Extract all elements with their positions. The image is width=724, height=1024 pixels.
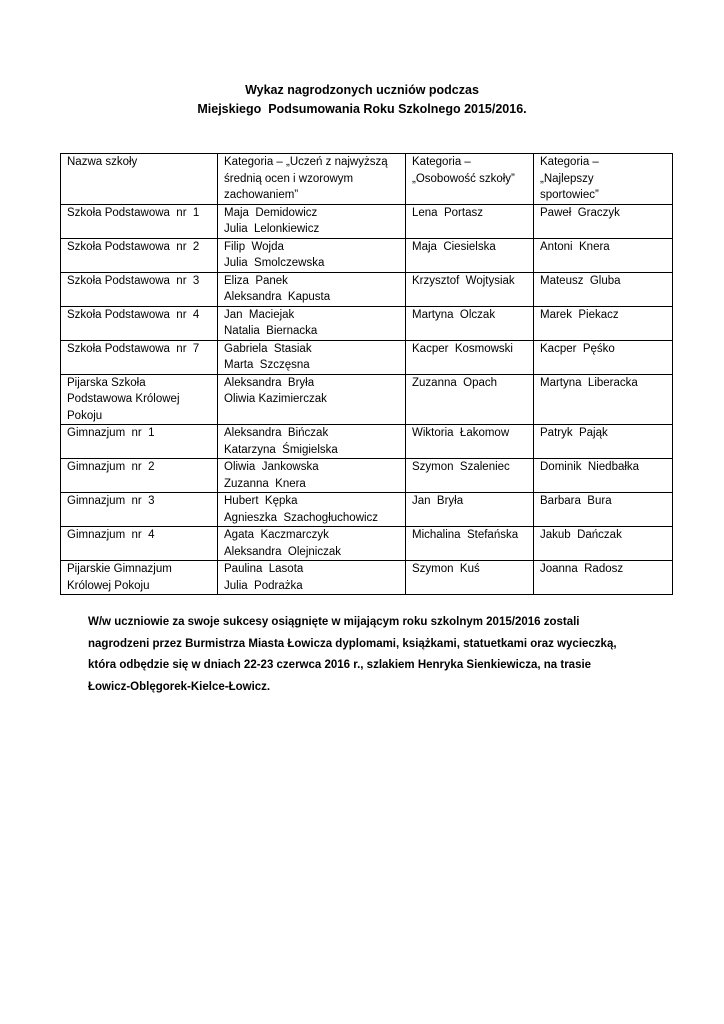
cell-text: Szkoła Podstawowa nr 3 (67, 274, 200, 287)
cell-text: Szymon Szaleniec (412, 461, 510, 473)
summary-paragraph (88, 612, 688, 698)
cell-text: Krzysztof Wojtysiak (412, 274, 515, 287)
cell-top-student (218, 272, 406, 306)
cell-text: Aleksandra Bińczak (224, 427, 329, 439)
cell-school (61, 425, 218, 459)
cell-text: sportowiec” (540, 189, 599, 201)
cell-school (61, 238, 218, 272)
cell-text: Martyna Liberacka (540, 376, 638, 389)
cell-text: „Najlepszy (540, 172, 594, 185)
cell-top-student (218, 306, 406, 340)
cell-text: Gimnazjum nr 1 (67, 427, 155, 439)
cell-top-student (218, 204, 406, 238)
cell-text: Julia Podrażka (224, 579, 303, 592)
cell-school (61, 459, 218, 493)
cell-sportsperson (534, 154, 673, 205)
cell-text: Oliwia Jankowska (224, 461, 319, 473)
cell-text: Jan Maciejak (224, 308, 295, 321)
cell-text: Nazwa szkoły (67, 156, 138, 168)
cell-personality (406, 459, 534, 493)
cell-personality (406, 374, 534, 425)
cell-school (61, 272, 218, 306)
cell-text: Kacper Pęśko (540, 342, 615, 355)
cell-text: Filip Wojda (224, 240, 284, 253)
cell-top-student (218, 154, 406, 205)
cell-text: Królowej Pokoju (67, 579, 150, 592)
cell-personality (406, 340, 534, 374)
table-header-row (61, 154, 673, 205)
cell-school (61, 340, 218, 374)
cell-text: Hubert Kępka (224, 495, 298, 507)
cell-personality (406, 272, 534, 306)
summary-line-1: W/w uczniowie za swoje sukcesy osiągnięte w mijającym roku szkolnym 2015/2016 zostali (88, 616, 580, 628)
cell-school (61, 154, 218, 205)
cell-sportsperson (534, 374, 673, 425)
cell-text: Barbara Bura (540, 495, 612, 507)
cell-top-student (218, 493, 406, 527)
table-row (61, 459, 673, 493)
summary-line-3: która odbędzie się w dniach 22-23 czerwca 2016 r., szlakiem Henryka Sienkiewicza, na trasie (88, 659, 592, 671)
cell-text: Gimnazjum nr 3 (67, 495, 155, 507)
cell-personality (406, 306, 534, 340)
table-row (61, 374, 673, 425)
cell-text: Szkoła Podstawowa nr 1 (67, 206, 200, 219)
cell-text: Kategoria – „Uczeń z najwyższą (224, 156, 388, 168)
table-row (61, 527, 673, 561)
awards-table-body (61, 154, 673, 595)
cell-personality (406, 561, 534, 595)
cell-school (61, 493, 218, 527)
cell-text: Wiktoria Łakomow (412, 427, 510, 439)
cell-text: Pijarska Szkoła (67, 376, 146, 389)
cell-text: Zuzanna Opach (412, 376, 498, 389)
cell-text: Jan Bryła (412, 495, 464, 507)
cell-text: Gimnazjum nr 2 (67, 461, 155, 473)
cell-top-student (218, 527, 406, 561)
cell-sportsperson (534, 238, 673, 272)
cell-text: Pijarskie Gimnazjum (67, 563, 172, 575)
cell-text: Agnieszka Szachogłuchowicz (224, 511, 379, 524)
cell-text: Katarzyna Śmigielska (224, 443, 338, 456)
cell-text: Paulina Lasota (224, 563, 304, 575)
cell-text: Paweł Graczyk (540, 206, 620, 219)
cell-text: Mateusz Gluba (540, 274, 621, 287)
cell-top-student (218, 238, 406, 272)
cell-text: Jakub Dańczak (540, 529, 622, 541)
cell-sportsperson (534, 340, 673, 374)
table-row (61, 238, 673, 272)
cell-text: Gabriela Stasiak (224, 342, 312, 355)
cell-text: Patryk Pająk (540, 427, 608, 439)
cell-sportsperson (534, 459, 673, 493)
cell-sportsperson (534, 425, 673, 459)
table-row (61, 425, 673, 459)
cell-text: Marta Szczęsna (224, 359, 310, 371)
cell-text: Szkoła Podstawowa nr 7 (67, 342, 200, 355)
cell-text: Aleksandra Kapusta (224, 291, 331, 303)
cell-text: Kategoria – (412, 156, 471, 168)
cell-sportsperson (534, 204, 673, 238)
cell-text: zachowaniem” (224, 189, 299, 201)
cell-text: Maja Ciesielska (412, 240, 496, 253)
cell-sportsperson (534, 561, 673, 595)
cell-text: Lena Portasz (412, 206, 483, 219)
cell-text: średnią ocen i wzorowym (224, 172, 354, 185)
cell-text: Antoni Knera (540, 240, 610, 253)
cell-text: Oliwia Kazimierczak (224, 393, 327, 405)
cell-top-student (218, 459, 406, 493)
document-title (0, 81, 724, 119)
table-row (61, 204, 673, 238)
cell-text: Szymon Kuś (412, 563, 480, 575)
table-row (61, 561, 673, 595)
summary-line-2: nagrodzeni przez Burmistrza Miasta Łowicza dyplomami, książkami, statuetkami oraz wycieczką, (88, 637, 617, 650)
cell-text: Szkoła Podstawowa nr 4 (67, 308, 200, 321)
cell-text: Michalina Stefańska (412, 529, 519, 541)
cell-personality (406, 527, 534, 561)
cell-school (61, 527, 218, 561)
cell-text: Natalia Biernacka (224, 325, 318, 337)
cell-text: Joanna Radosz (540, 563, 624, 575)
cell-text: Dominik Niedbałka (540, 461, 640, 473)
cell-text: Szkoła Podstawowa nr 2 (67, 240, 200, 253)
cell-school (61, 306, 218, 340)
cell-text: Aleksandra Bryła (224, 376, 315, 389)
cell-text: Marek Piekacz (540, 308, 619, 321)
summary-line-4: Łowicz-Oblęgorek-Kielce-Łowicz. (88, 680, 271, 693)
cell-school (61, 561, 218, 595)
cell-top-student (218, 425, 406, 459)
table-row (61, 306, 673, 340)
cell-text: Pokoju (67, 409, 103, 422)
cell-sportsperson (534, 493, 673, 527)
cell-text: Julia Lelonkiewicz (224, 223, 320, 235)
cell-sportsperson (534, 272, 673, 306)
cell-text: Kacper Kosmowski (412, 342, 513, 355)
table-row (61, 272, 673, 306)
cell-text: Aleksandra Olejniczak (224, 545, 341, 558)
cell-personality (406, 204, 534, 238)
cell-text: Martyna Olczak (412, 308, 496, 321)
table-row (61, 340, 673, 374)
cell-text: Kategoria – (540, 156, 599, 168)
cell-text: Maja Demidowicz (224, 206, 318, 219)
title-line-1: Wykaz nagrodzonych uczniów podczas (245, 83, 479, 97)
cell-school (61, 204, 218, 238)
cell-text: Zuzanna Knera (224, 477, 306, 490)
cell-text: Gimnazjum nr 4 (67, 529, 155, 541)
cell-text: Agata Kaczmarczyk (224, 529, 329, 541)
cell-top-student (218, 340, 406, 374)
cell-top-student (218, 561, 406, 595)
cell-text: „Osobowość szkoły” (412, 172, 515, 185)
cell-sportsperson (534, 306, 673, 340)
table-row (61, 493, 673, 527)
cell-text: Podstawowa Królowej (67, 393, 180, 405)
awards-table (60, 153, 673, 595)
cell-school (61, 374, 218, 425)
title-line-2: Miejskiego Podsumowania Roku Szkolnego 2015/2016. (197, 102, 527, 116)
cell-personality (406, 154, 534, 205)
cell-personality (406, 493, 534, 527)
cell-text: Julia Smolczewska (224, 257, 325, 269)
cell-personality (406, 238, 534, 272)
cell-personality (406, 425, 534, 459)
cell-top-student (218, 374, 406, 425)
cell-text: Eliza Panek (224, 274, 288, 287)
cell-sportsperson (534, 527, 673, 561)
